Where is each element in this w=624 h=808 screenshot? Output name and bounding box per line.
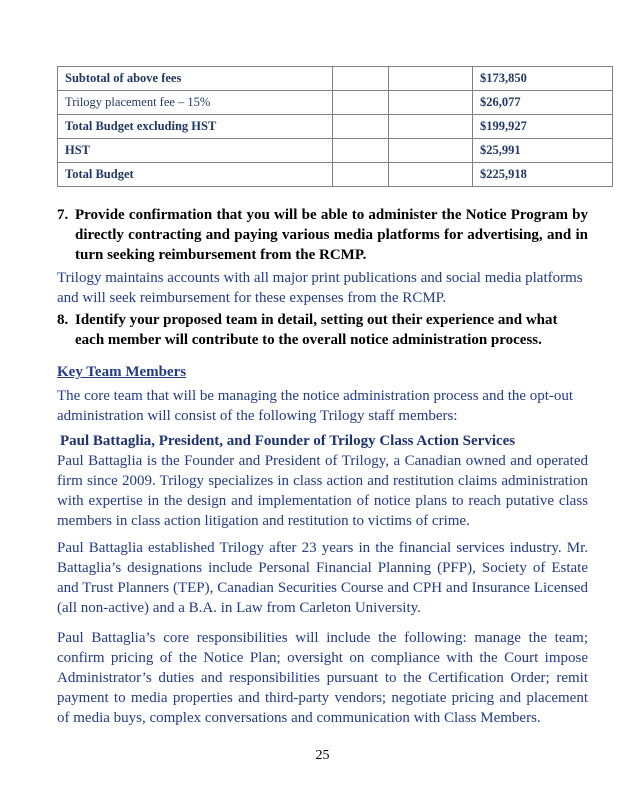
empty-cell (333, 67, 389, 91)
table-row (58, 115, 613, 139)
item-text: Provide confirmation that you will be able to administer the Notice Program by directly contracting and paying various media platforms for advertising, and in turn seeking reimbursement from the RCMP. (75, 207, 588, 263)
row-value: $25,991 (473, 139, 613, 163)
page-number: 25 (315, 748, 330, 763)
item-text: Identify your proposed team in detail, setting out their experience and what each member will contribute to the overall notice administration process. (75, 312, 558, 348)
empty-cell (333, 115, 389, 139)
item-number: 7. (57, 207, 69, 223)
page-content (57, 66, 598, 766)
table-row (58, 139, 613, 163)
paragraph-reimbursement: Trilogy maintains accounts with all major print publications and social media platforms and will seek reimbursement for these expenses from the RCMP. (57, 270, 583, 306)
row-label: Total Budget excluding HST (58, 115, 333, 139)
empty-cell (389, 163, 473, 187)
row-value: $199,927 (473, 115, 613, 139)
item-number: 8. (57, 312, 69, 328)
row-value: $173,850 (473, 67, 613, 91)
paul-battaglia-heading: Paul Battaglia, President, and Founder of Trilogy Class Action Services (60, 433, 516, 449)
row-value: $225,918 (473, 163, 613, 187)
paragraph-paul-responsibilities: Paul Battaglia’s core responsibilities will include the following: manage the team; confirm pricing of the Notice Plan; oversight on compliance with the Court impose Administrator’s duties and responsibilities pursuant to the Certification Order; remit payment to media properties and third-party vendors; negotiate pricing and placement of media buys, complex conversations and communication with Class Members. (57, 630, 588, 726)
row-label: Subtotal of above fees (58, 67, 333, 91)
table-row (58, 163, 613, 187)
empty-cell (333, 91, 389, 115)
row-label: Trilogy placement fee – 15% (58, 91, 333, 115)
empty-cell (389, 67, 473, 91)
budget-table (57, 66, 613, 187)
numbered-item-8 (57, 310, 588, 350)
paragraph-paul-background: Paul Battaglia established Trilogy after 23 years in the financial services industry. Mr. Battaglia’s designations include Personal Financial Planning (PFP), Society of Estate and Trust Planners (TEP), Canadian Securities Course and CPH and Insurance Licensed (all non-active) and a B.A. in Law from Carleton University. (57, 540, 588, 616)
empty-cell (333, 163, 389, 187)
table-row (58, 91, 613, 115)
row-value: $26,077 (473, 91, 613, 115)
numbered-item-7 (57, 205, 588, 265)
empty-cell (389, 91, 473, 115)
paragraph-core-team-intro: The core team that will be managing the notice administration process and the opt-out administration will consist of the following Trilogy staff members: (57, 388, 574, 424)
table-row (58, 67, 613, 91)
row-label: HST (58, 139, 333, 163)
empty-cell (333, 139, 389, 163)
section-heading-key-team-members: Key Team Members (57, 364, 187, 380)
empty-cell (389, 115, 473, 139)
row-label: Total Budget (58, 163, 333, 187)
paragraph-paul-bio: Paul Battaglia is the Founder and President of Trilogy, a Canadian owned and operated firm since 2009. Trilogy specializes in class action and restitution claims administration with expertise in the design and implementation of notice plans to reach putative class members in class action litigation and restitution to victims of crime. (57, 453, 588, 529)
empty-cell (389, 139, 473, 163)
